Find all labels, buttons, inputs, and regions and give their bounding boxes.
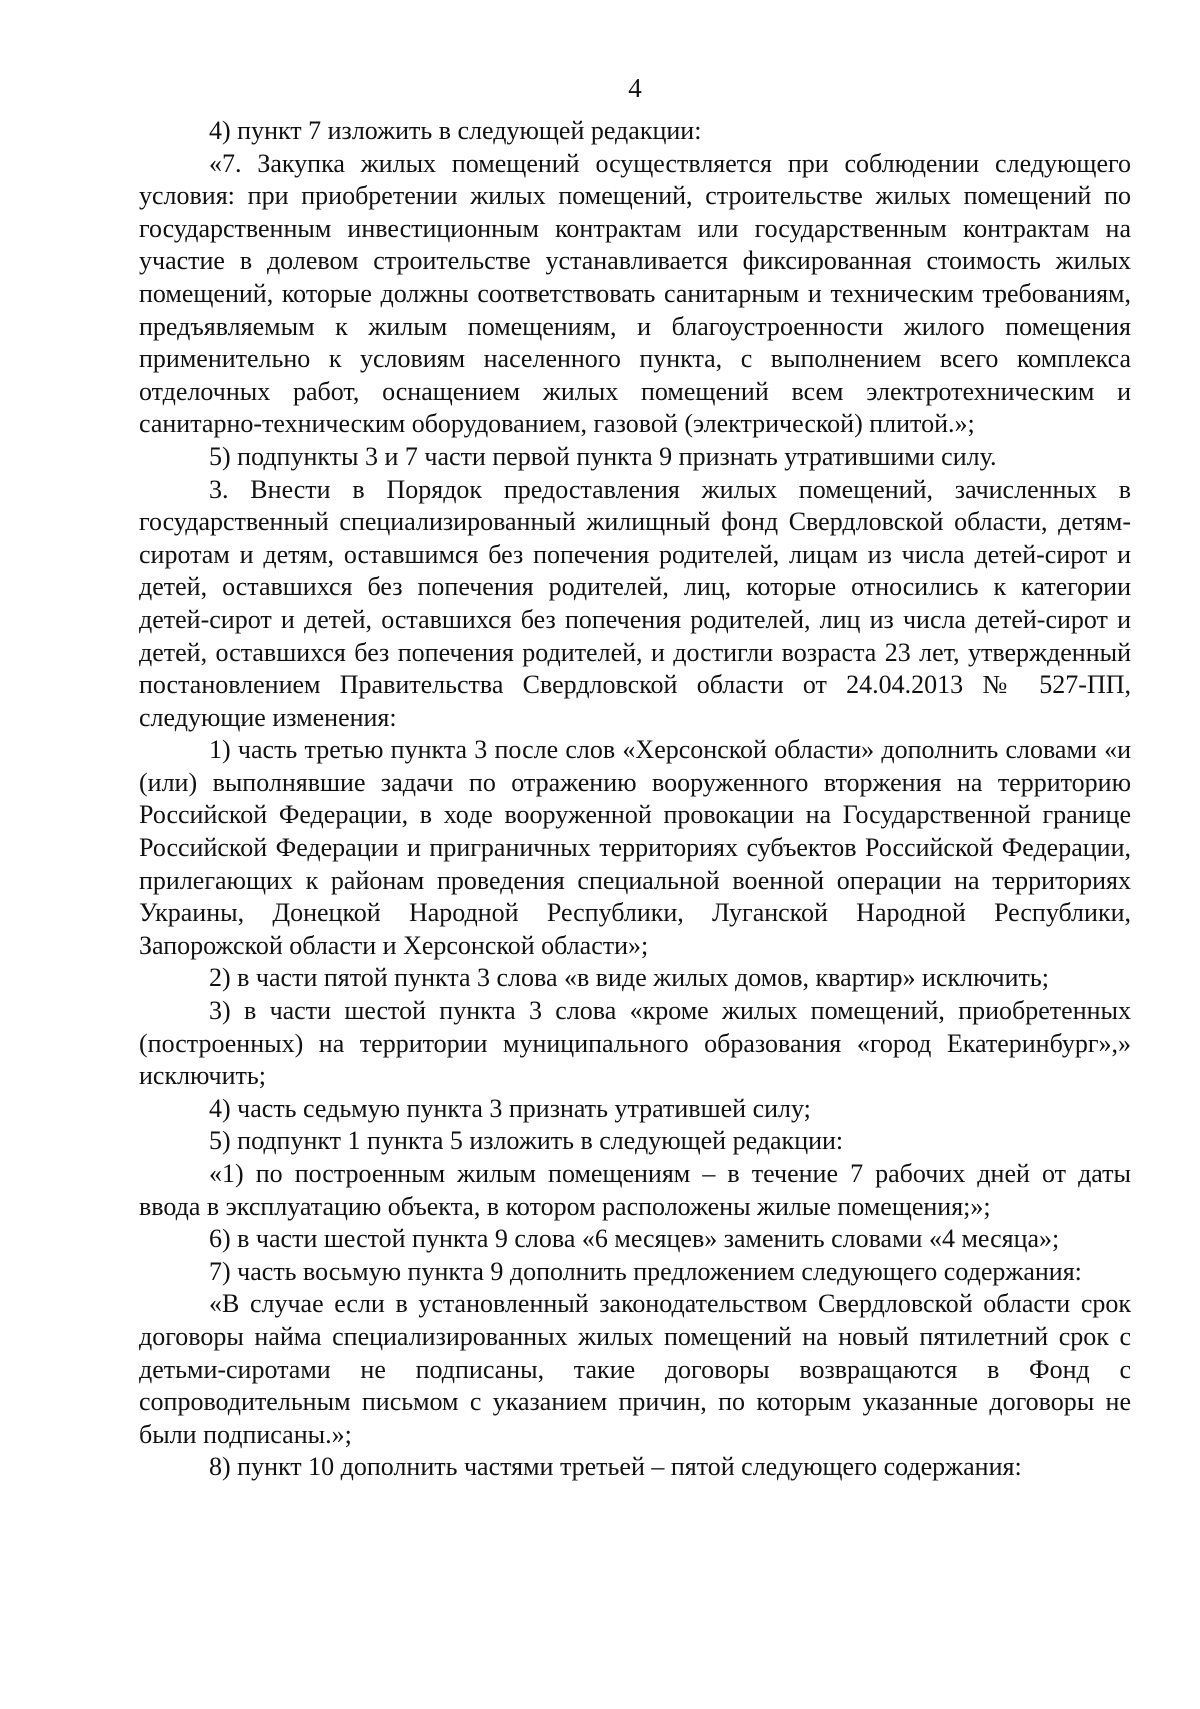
document-body <box>139 115 1131 1484</box>
paragraph-subitem-7: 7) часть восьмую пункта 9 дополнить предложением следующего содержания: <box>209 1256 1082 1286</box>
paragraph-subitem-6: 6) в части шестой пункта 9 слова «6 месяцев» заменить словами «4 месяца»; <box>209 1224 1060 1254</box>
paragraph-item-5: 5) подпункты 3 и 7 части первой пункта 9 признать утратившими силу. <box>209 441 997 471</box>
page-number: 4 <box>628 73 642 103</box>
paragraph-subitem-1: 1) часть третью пункта 3 после слов «Херсонской области» дополнить словами «и (или) выполнявшие задачи по отражению вооруженного вторжения на территорию Российской Федерации, в ходе вооруженной провокации на Государственной границе Российской Федерации и приграничных территориях субъектов Российской Федерации, прилегающих к районам проведения специальной военной операции на территориях Украины, Донецкой Народной Республики, Луганской Народной Республики, Запорожской области и Херсонской области»; <box>139 735 1131 960</box>
paragraph-subitem-3: 3) в части шестой пункта 3 слова «кроме жилых помещений, приобретенных (построенных) на территории муниципального образования «город Екатеринбург»,» исключить; <box>139 996 1131 1091</box>
paragraph-subitem-4: 4) часть седьмую пункта 3 признать утратившей силу; <box>209 1093 811 1123</box>
paragraph-subitem-2: 2) в части пятой пункта 3 слова «в виде жилых домов, квартир» исключить; <box>209 963 1049 993</box>
paragraph-subitem-8: 8) пункт 10 дополнить частями третьей – пятой следующего содержания: <box>209 1452 1022 1482</box>
paragraph-item-4: 4) пункт 7 изложить в следующей редакции: <box>209 116 702 145</box>
paragraph-quote-1: «1) по построенным жилым помещениям – в течение 7 рабочих дней от даты ввода в эксплуатацию объекта, в котором расположены жилые помещения;»; <box>139 1159 1131 1221</box>
paragraph-item-7-text: «7. Закупка жилых помещений осуществляется при соблюдении следующего условия: при приобретении жилых помещений, строительстве жилых помещений по государственным инвестиционным контрактам или государственным контрактам на участие в долевом строительстве устанавливается фиксированная стоимость жилых помещений, которые должны соответствовать санитарным и техническим требованиям, предъявляемым к жилым помещениям, и благоустроенности жилого помещения применительно к условиям населенного пункта, с выполнением всего комплекса отделочных работ, оснащением жилых помещений всем электротехническим и санитарно-техническим оборудованием, газовой (электрической) плитой.»; <box>139 148 1131 439</box>
paragraph-quote-2: «В случае если в установленный законодательством Свердловской области срок договоры найма специализированных жилых помещений на новый пятилетний срок с детьми-сиротами не подписаны, такие договоры возвращаются в Фонд с сопроводительным письмом с указанием причин, по которым указанные договоры не были подписаны.»; <box>139 1289 1131 1449</box>
paragraph-section-3: 3. Внести в Порядок предоставления жилых помещений, зачисленных в государственный специализированный жилищный фонд Свердловской области, детям-сиротам и детям, оставшимся без попечения родителей, лицам из числа детей-сирот и детей, оставшихся без попечения родителей, лиц, которые относились к категории детей-сирот и детей, оставшихся без попечения родителей, лиц из числа детей-сирот и детей, оставшихся без попечения родителей, и достигли возраста 23 лет, утвержденный постановлением Правительства Свердловской области от 24.04.2013 № 527-ПП, следующие изменения: <box>139 474 1131 732</box>
paragraph-subitem-5: 5) подпункт 1 пункта 5 изложить в следующей редакции: <box>209 1126 844 1156</box>
